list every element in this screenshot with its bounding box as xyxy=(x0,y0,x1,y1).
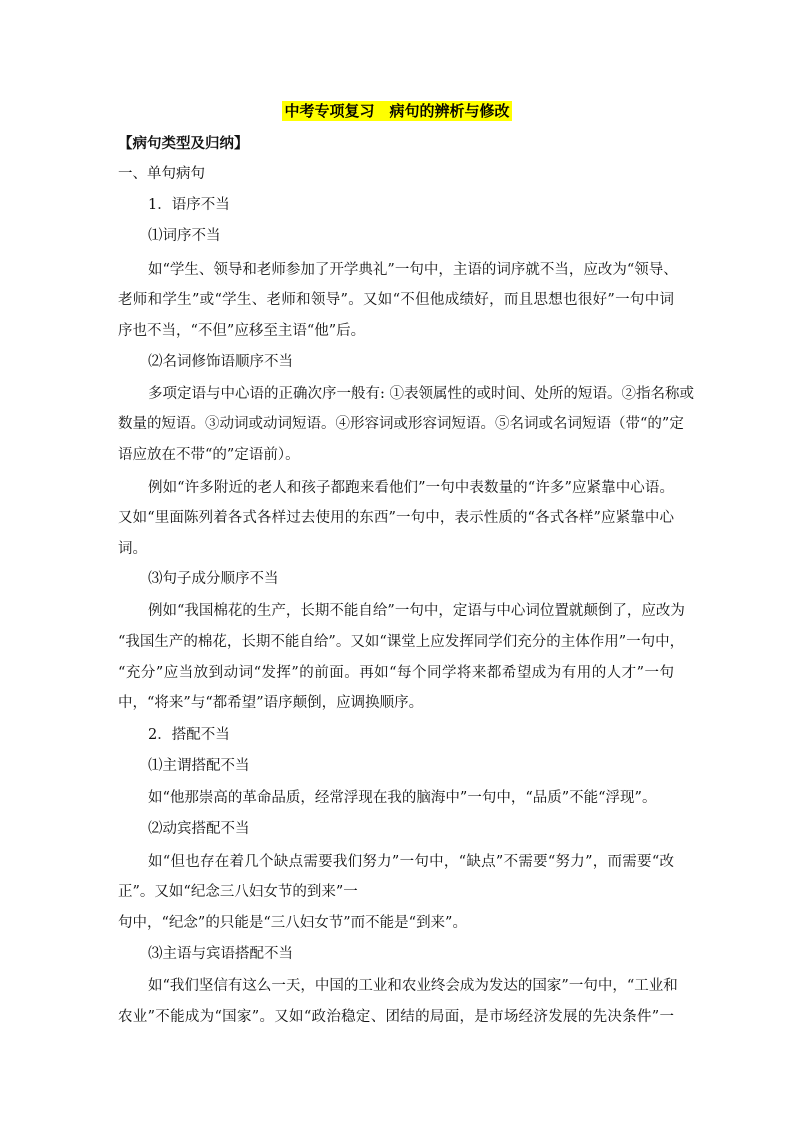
section-heading: 【病句类型及归纳】 xyxy=(118,136,249,152)
subsection-verb-object: ⑵动宾搭配不当 xyxy=(148,821,250,837)
paragraph-line: 老师和学生”或“学生、老师和领导”。又如“不但他成绩好，而且思想也很好”一句中词 xyxy=(118,292,674,308)
paragraph-line: 如“学生、领导和老师参加了开学典礼”一句中，主语的词序就不当，应改为“领导、 xyxy=(148,262,678,278)
paragraph-line: 例如“许多附近的老人和孩子都跑来看他们”一句中表数量的“许多”应紧靠中心语。 xyxy=(148,480,674,496)
subsection-collocation: 2．搭配不当 xyxy=(148,727,230,743)
paragraph-line: 多项定语与中心语的正确次序一般有: ①表领属性的或时间、处所的短语。②指名称或 xyxy=(148,386,694,402)
title-block xyxy=(0,101,794,121)
paragraph-line: 词。 xyxy=(118,541,147,557)
paragraph-line: 如“我们坚信有这么一天，中国的工业和农业终会成为发达的国家”一句中，“工业和 xyxy=(148,978,678,994)
document-title: 中考专项复习 病句的辨析与修改 xyxy=(284,102,510,120)
paragraph-line: “我国生产的棉花，长期不能自给”。又如“课堂上应发挥同学们充分的主体作用”一句中， xyxy=(118,634,685,650)
paragraph-line: 又如“里面陈列着各式各样过去使用的东西”一句中，表示性质的“各式各样”应紧靠中心 xyxy=(118,510,674,526)
subsection-subject-object: ⑶主语与宾语搭配不当 xyxy=(148,946,293,962)
paragraph-line: 序也不当，“不但”应移至主语“他”后。 xyxy=(118,323,366,339)
subsection-component-order: ⑶句子成分顺序不当 xyxy=(148,571,279,587)
paragraph-line: 如“但也存在着几个缺点需要我们努力”一句中，“缺点”不需要“努力”，而需要“改 xyxy=(148,854,674,870)
paragraph-line: 句中，“纪念”的只能是“三八妇女节”而不能是“到来”。 xyxy=(118,915,467,931)
subsection-word-order: 1．语序不当 xyxy=(148,197,230,213)
subsection-subject-predicate: ⑴主谓搭配不当 xyxy=(148,758,250,774)
paragraph-line: “充分”应当放到动词“发挥”的前面。再如“每个同学将来都希望成为有用的人才”一句 xyxy=(118,665,674,681)
paragraph-line: 中，“将来”与“都希望”语序颠倒，应调换顺序。 xyxy=(118,695,424,711)
subsection-modifier-order: ⑵名词修饰语顺序不当 xyxy=(148,354,293,370)
part-one-heading: 一、单句病句 xyxy=(118,166,205,182)
paragraph-line: 语应放在不带“的”定语前）。 xyxy=(118,447,300,463)
paragraph-line: 例如“我国棉花的生产，长期不能自给”一句中，定语与中心词位置就颠倒了，应改为 xyxy=(148,603,685,619)
subsection-word-order-1: ⑴词序不当 xyxy=(148,228,221,244)
paragraph-line: 如“他那崇高的革命品质，经常浮现在我的脑海中”一句中，“品质”不能“浮现”。 xyxy=(148,790,657,806)
paragraph-line: 正”。又如“纪念三八妇女节的到来”一 xyxy=(118,884,358,900)
paragraph-line: 数量的短语。③动词或动词短语。④形容词或形容词短语。⑤名词或名词短语（带“的”定 xyxy=(118,416,684,432)
paragraph-line: 农业”不能成为“国家”。又如“政治稳定、团结的局面，是市场经济发展的先决条件”一 xyxy=(118,1009,674,1025)
